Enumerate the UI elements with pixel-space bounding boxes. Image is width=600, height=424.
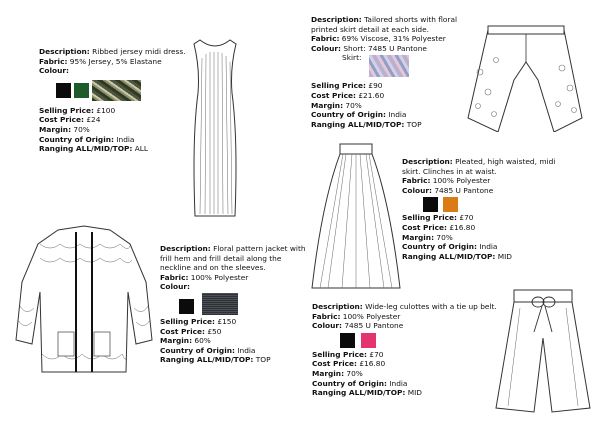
fabric-value: 69% Viscose, 31% Polyester	[341, 34, 446, 44]
skirt-spec	[402, 157, 562, 261]
swatch-pink	[361, 333, 376, 348]
selling-price-value: £150	[217, 316, 237, 326]
swatch-black	[340, 333, 355, 348]
cost-price-label: Cost Price:	[312, 359, 357, 369]
origin-value: India	[116, 134, 135, 144]
description-label: Description:	[402, 157, 453, 166]
selling-price-value: £100	[96, 105, 116, 115]
selling-price-label: Selling Price:	[160, 316, 216, 326]
ranging-label: Ranging ALL/MID/TOP:	[160, 355, 254, 365]
ranging-value: TOP	[406, 119, 422, 129]
fabric-label: Fabric:	[39, 56, 68, 66]
cost-price-label: Cost Price:	[39, 115, 84, 125]
margin-label: Margin:	[39, 124, 72, 134]
cost-price-label: Cost Price:	[311, 90, 356, 100]
skirt-label: Skirt:	[342, 53, 362, 63]
swatch-orange	[443, 197, 458, 212]
skirt-illustration	[310, 142, 402, 292]
cost-price-value: £21.60	[358, 90, 385, 100]
dress-spec	[39, 47, 187, 154]
skirt-colour-row	[311, 53, 461, 81]
swatch-floral-print	[369, 55, 409, 77]
culottes-spec	[312, 302, 502, 398]
swatch-black	[423, 197, 438, 212]
description-label: Description:	[312, 302, 363, 311]
description-label: Description:	[160, 244, 211, 253]
ranging-value: MID	[497, 251, 512, 261]
margin-value: 70%	[346, 368, 363, 378]
colour-swatches	[312, 331, 502, 350]
margin-label: Margin:	[160, 336, 193, 346]
description-label: Description:	[39, 47, 90, 56]
swatch-black	[179, 299, 194, 314]
swatch-black	[56, 83, 71, 98]
swatch-dark-green	[74, 83, 89, 98]
fabric-value: 100% Polyester	[342, 311, 401, 321]
ranging-value: MID	[407, 388, 422, 398]
fabric-value: 100% Polyester	[190, 272, 249, 282]
margin-label: Margin:	[402, 232, 435, 242]
swatch-camo-print	[92, 80, 141, 101]
culottes-illustration	[494, 288, 592, 414]
origin-value: India	[389, 378, 408, 388]
description-value: Ribbed jersey midi dress.	[92, 47, 186, 56]
shorts-spec	[311, 15, 461, 129]
cost-price-label: Cost Price:	[402, 222, 447, 232]
margin-label: Margin:	[312, 368, 345, 378]
ranging-label: Ranging ALL/MID/TOP:	[39, 144, 133, 154]
colour-value: 7485 U Pantone	[434, 185, 494, 195]
ranging-value: ALL	[134, 144, 149, 154]
origin-value: India	[479, 242, 498, 252]
selling-price-value: £70	[369, 349, 384, 359]
fabric-value: 95% Jersey, 5% Elastane	[69, 56, 162, 66]
origin-label: Country of Origin:	[402, 242, 477, 252]
margin-value: 70%	[436, 232, 453, 242]
fabric-label: Fabric:	[312, 311, 341, 321]
origin-value: India	[237, 345, 256, 355]
colour-swatches	[160, 292, 308, 317]
cost-price-value: £50	[207, 326, 222, 336]
margin-value: 70%	[345, 100, 362, 110]
colour-value: Short: 7485 U Pantone	[343, 43, 427, 53]
origin-label: Country of Origin:	[311, 110, 386, 120]
fabric-label: Fabric:	[402, 176, 431, 186]
margin-value: 70%	[73, 124, 90, 134]
origin-label: Country of Origin:	[160, 345, 235, 355]
cost-price-value: £16.80	[359, 359, 386, 369]
fabric-value: 100% Polyester	[432, 176, 491, 186]
cost-price-value: £24	[86, 115, 101, 125]
swatch-charcoal-knit	[202, 293, 238, 315]
colour-label: Colour:	[39, 66, 69, 76]
ranging-label: Ranging ALL/MID/TOP:	[311, 119, 405, 129]
fabric-label: Fabric:	[160, 272, 189, 282]
selling-price-label: Selling Price:	[39, 105, 95, 115]
ranging-label: Ranging ALL/MID/TOP:	[402, 251, 496, 261]
description-value: Tailored shorts with floral printed skirt detail at each side.	[311, 15, 458, 34]
ranging-label: Ranging ALL/MID/TOP:	[312, 388, 406, 398]
colour-label: Colour:	[311, 43, 341, 53]
origin-label: Country of Origin:	[312, 378, 387, 388]
shorts-illustration	[466, 22, 584, 132]
description-label: Description:	[311, 15, 362, 24]
selling-price-value: £70	[459, 213, 474, 223]
origin-label: Country of Origin:	[39, 134, 114, 144]
colour-label: Colour:	[402, 185, 432, 195]
fabric-label: Fabric:	[311, 34, 340, 44]
description-value: Pleated, high waisted, midi skirt. Clinches in at waist.	[402, 157, 556, 176]
colour-label: Colour:	[312, 321, 342, 331]
ranging-value: TOP	[255, 355, 271, 365]
cost-price-label: Cost Price:	[160, 326, 205, 336]
colour-swatches	[39, 80, 187, 106]
origin-value: India	[388, 110, 407, 120]
jacket-illustration	[10, 222, 158, 380]
margin-value: 60%	[194, 336, 211, 346]
margin-label: Margin:	[311, 100, 344, 110]
colour-swatches	[402, 195, 562, 213]
selling-price-label: Selling Price:	[312, 349, 368, 359]
description-value: Floral pattern jacket with frill hem and frill detail along the neckline and on the sleeves.	[160, 244, 306, 273]
dress-illustration	[180, 38, 250, 220]
colour-label: Colour:	[160, 282, 190, 292]
selling-price-label: Selling Price:	[311, 81, 367, 91]
description-value: Wide-leg culottes with a tie up belt.	[365, 302, 497, 311]
selling-price-value: £90	[368, 81, 383, 91]
cost-price-value: £16.80	[449, 222, 476, 232]
jacket-spec	[160, 244, 308, 365]
colour-value: 7485 U Pantone	[344, 321, 404, 331]
selling-price-label: Selling Price:	[402, 213, 458, 223]
